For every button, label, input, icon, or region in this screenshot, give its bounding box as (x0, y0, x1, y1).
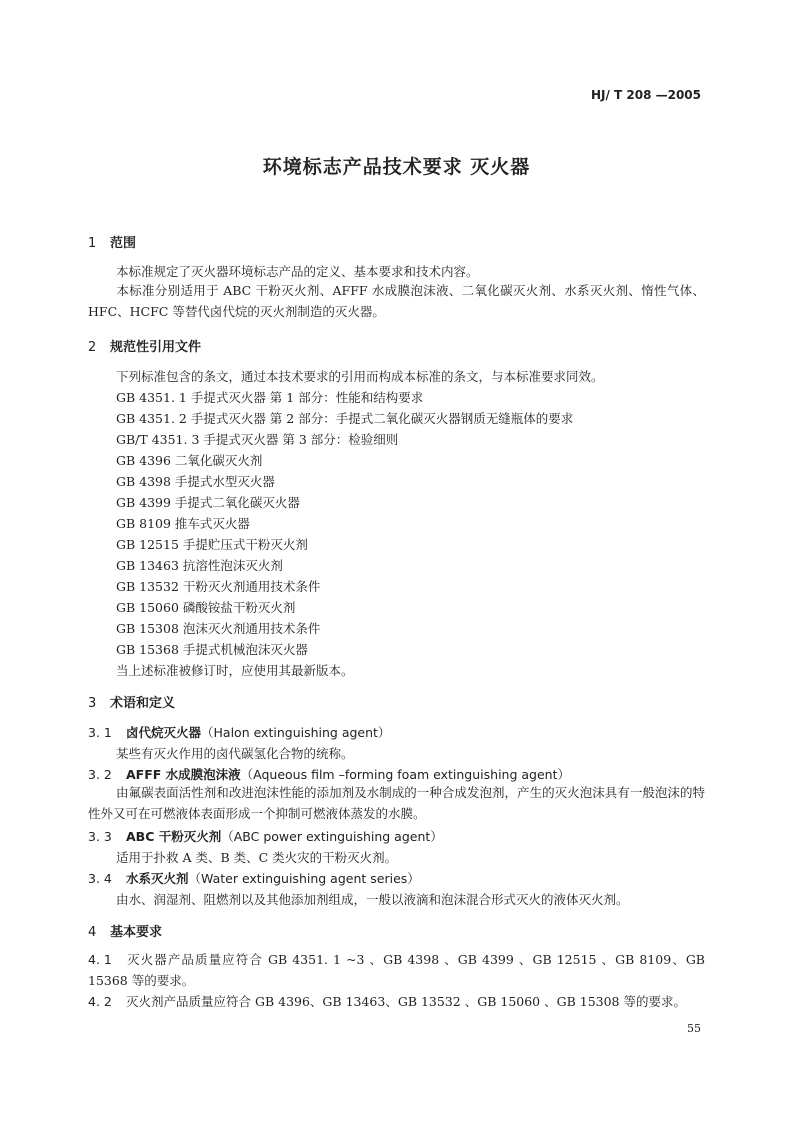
requirement-4-1 (88, 949, 705, 991)
reference-item: GB 13463 抗溶性泡沫灭火剂 (116, 558, 283, 573)
term-english: （ABC power extinguishing agent） (221, 829, 443, 844)
subsection-number: 3. 1 (88, 725, 112, 740)
section-number: 4 (88, 925, 97, 940)
paragraph-text: 由氟碳表面活性剂和改进泡沫性能的添加剂及水制成的一种合成发泡剂，产生的灭火泡沫具有一般泡沫的特性外又可在可燃液体表面形成一个抑制可燃液体蒸发的水膜。 (88, 785, 705, 821)
section-2-intro: 下列标准包含的条文，通过本技术要求的引用而构成本标准的条文，与本标准要求同效。 (116, 369, 604, 384)
section-1-heading (88, 232, 136, 251)
reference-item: GB 13532 干粉灭火剂通用技术条件 (116, 579, 321, 594)
reference-item: GB 4351. 2 手提式灭火器 第 2 部分：手提式二氧化碳灭火器钢质无缝瓶体的要求 (116, 411, 574, 426)
term-english: （Halon extinguishing agent） (201, 725, 391, 740)
reference-item: GB 8109 推车式灭火器 (116, 516, 250, 531)
reference-item: GB 4399 手提式二氧化碳灭火器 (116, 495, 300, 510)
term: ABC 干粉灭火剂 (126, 829, 222, 844)
requirement-number: 4. 2 (88, 994, 112, 1009)
section-number: 3 (88, 696, 97, 711)
requirement-4-2 (88, 991, 705, 1012)
document-title: 环境标志产品技术要求 灭火器 (262, 156, 531, 178)
section-4-heading (88, 921, 162, 940)
reference-item: GB 4351. 1 手提式灭火器 第 1 部分：性能和结构要求 (116, 390, 424, 405)
subsection-number: 3. 2 (88, 767, 112, 782)
subsection-number: 3. 4 (88, 871, 112, 886)
reference-item: GB 15060 磷酸铵盐干粉灭火剂 (116, 600, 296, 615)
definition-3-2 (88, 782, 705, 824)
requirement-text: 灭火器产品质量应符合 GB 4351. 1 ~3 、GB 4398 、GB 4399 、GB 12515 、GB 8109、GB 15368 等的要求。 (88, 952, 705, 988)
term-english: （Aqueous film –forming foam extinguishing agent） (240, 767, 570, 782)
section-title: 范围 (110, 236, 137, 251)
subsection-3-1-heading (88, 723, 390, 741)
reference-item: GB 15308 泡沫灭火剂通用技术条件 (116, 621, 321, 636)
section-title: 术语和定义 (110, 696, 176, 711)
term: 卤代烷灭火器 (126, 725, 202, 740)
section-2-heading (88, 336, 201, 355)
term-english: （Water extinguishing agent series） (188, 871, 420, 886)
requirement-number: 4. 1 (88, 952, 112, 967)
reference-item: GB 4396 二氧化碳灭火剂 (116, 453, 263, 468)
reference-item: GB 12515 手提贮压式干粉灭火剂 (116, 537, 308, 552)
section-3-heading (88, 692, 175, 711)
subsection-3-4-heading (88, 869, 420, 887)
requirement-text: 灭火剂产品质量应符合 GB 4396、GB 13463、GB 13532 、GB 15060 、GB 15308 等的要求。 (126, 994, 686, 1009)
section-1-para-2 (88, 280, 705, 322)
subsection-number: 3. 3 (88, 829, 112, 844)
paragraph-text: 本标准分别适用于 ABC 干粉灭火剂、AFFF 水成膜泡沫液、二氧化碳灭火剂、水系灭火剂、惰性气体、HFC、HCFC 等替代卤代烷的灭火剂制造的灭火器。 (88, 283, 705, 319)
section-1-para-1: 本标准规定了灭火器环境标志产品的定义、基本要求和技术内容。 (116, 264, 479, 279)
reference-item: GB 4398 手提式水型灭火器 (116, 474, 275, 489)
subsection-3-3-heading (88, 827, 443, 845)
section-number: 2 (88, 340, 97, 355)
definition-3-1: 某些有灭火作用的卤代碳氢化合物的统称。 (116, 746, 354, 761)
term: AFFF 水成膜泡沫液 (126, 767, 241, 782)
page-number: 55 (687, 1022, 701, 1035)
definition-3-4: 由水、润湿剂、阻燃剂以及其他添加剂组成，一般以液滴和泡沫混合形式灭火的液体灭火剂。 (116, 892, 629, 907)
reference-item: GB/T 4351. 3 手提式灭火器 第 3 部分：检验细则 (116, 432, 399, 447)
section-2-outro: 当上述标准被修订时，应使用其最新版本。 (116, 663, 354, 678)
section-title: 基本要求 (110, 925, 163, 940)
subsection-3-2-heading (88, 765, 570, 783)
term: 水系灭火剂 (126, 871, 189, 886)
section-title: 规范性引用文件 (110, 340, 202, 355)
definition-3-3: 适用于扑救 A 类、B 类、C 类火灾的干粉灭火剂。 (116, 850, 398, 865)
reference-item: GB 15368 手提式机械泡沫灭火器 (116, 642, 308, 657)
standard-code: HJ/ T 208 —2005 (590, 88, 701, 102)
section-number: 1 (88, 236, 97, 251)
